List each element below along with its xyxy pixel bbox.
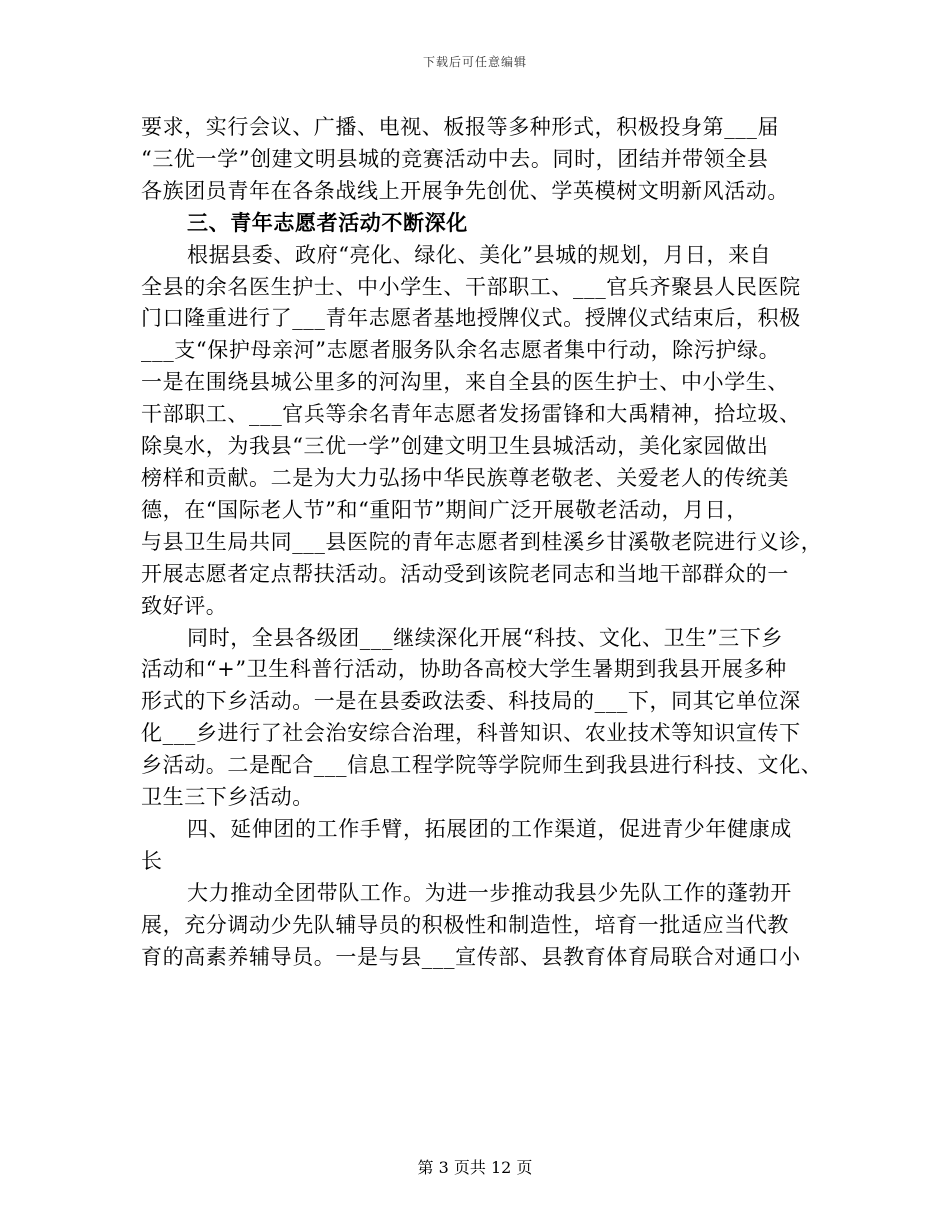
- page-header: 下载后可任意编辑: [422, 55, 527, 69]
- text-line: 长: [141, 848, 163, 873]
- document-body: [141, 112, 821, 973]
- text-line: ___支“保护母亲河”志愿者服务队余名志愿者集中行动，除污护绿。: [141, 338, 781, 363]
- text-line: 同时，全县各级团___继续深化开展“科技、文化、卫生”三下乡: [187, 625, 783, 650]
- text-line: 卫生三下乡活动。: [141, 785, 314, 810]
- text-line: 形式的下乡活动。一是在县委政法委、科技局的___下，同其它单位深: [141, 689, 801, 714]
- text-line: 大力推动全团带队工作。为进一步推动我县少先队工作的蓬勃开: [187, 880, 792, 905]
- text-line: 化___乡进行了社会治安综合治理，科普知识、农业技术等知识宣传下: [141, 721, 801, 746]
- text-line: 根据县委、政府“亮化、绿化、美化”县城的规划，月日，来自: [187, 242, 772, 267]
- text-line: 全县的余名医生护士、中小学生、干部职工、___官兵齐聚县人民医院: [141, 274, 801, 299]
- text-line: 各族团员青年在各条战线上开展争先创优、学英模树文明新风活动。: [141, 178, 789, 203]
- text-line: “三优一学”创建文明县城的竞赛活动中去。同时，团结并带领全县: [141, 146, 769, 171]
- text-line: 门口隆重进行了___青年志愿者基地授牌仪式。授牌仪式结束后，积极: [141, 306, 801, 331]
- text-line: 与县卫生局共同___县医院的青年志愿者到桂溪乡甘溪敬老院进行义诊，: [141, 529, 823, 554]
- text-line: 育的高素养辅导员。一是与县___宣传部、县教育体育局联合对通口小: [141, 944, 801, 969]
- text-line: 要求，实行会议、广播、电视、板报等多种形式，积极投身第___届: [141, 115, 780, 139]
- text-line: 致好评。: [141, 593, 228, 618]
- text-line: 一是在围绕县城公里多的河沟里，来自全县的医生护士、中小学生、: [141, 370, 789, 395]
- text-line: 榜样和贡献。二是为大力弘扬中华民族尊老敬老、关爱老人的传统美: [141, 465, 789, 490]
- text-line: 展，充分调动少先队辅导员的积极性和制造性，培育一批适应当代教: [141, 912, 789, 937]
- text-line: 乡活动。二是配合___信息工程学院等学院师生到我县进行科技、文化、: [141, 753, 823, 778]
- text-line: 干部职工、___官兵等余名青年志愿者发扬雷锋和大禹精神，拾垃圾、: [141, 402, 801, 427]
- text-line: 四、延伸团的工作手臂，拓展团的工作渠道，促进青少年健康成: [187, 816, 792, 841]
- text-line: 活动和“+”卫生科普行活动，协助各高校大学生暑期到我县开展多种: [141, 657, 787, 682]
- page-footer: 第 3 页共 12 页: [417, 1158, 533, 1177]
- text-line: 德，在“国际老人节”和“重阳节”期间广泛开展敬老活动，月日，: [141, 497, 748, 522]
- text-line: 开展志愿者定点帮扶活动。活动受到该院老同志和当地干部群众的一: [141, 561, 789, 586]
- section-heading: 三、青年志愿者活动不断深化: [187, 210, 468, 235]
- text-line: 除臭水，为我县“三优一学”创建文明卫生县城活动，美化家园做出: [141, 434, 769, 459]
